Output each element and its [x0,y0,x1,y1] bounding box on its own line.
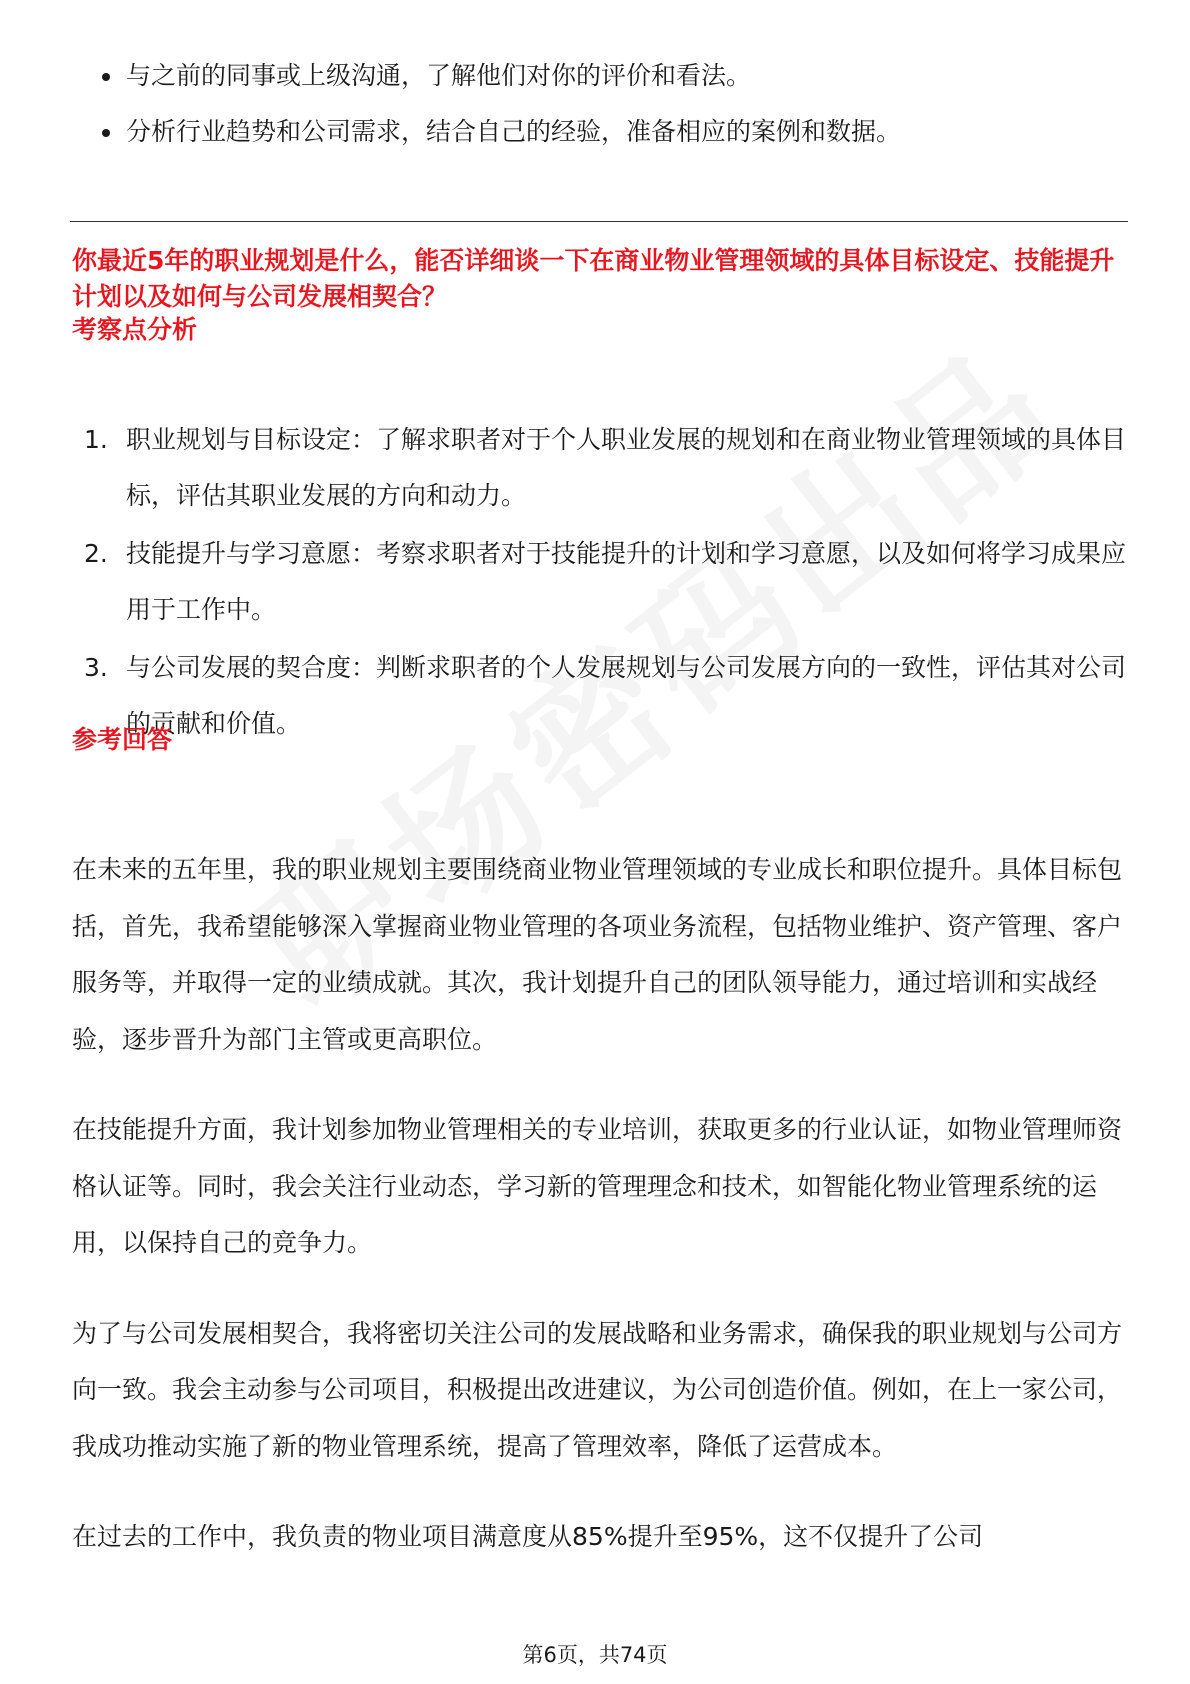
item-text: 技能提升与学习意愿：考察求职者对于技能提升的计划和学习意愿，以及如何将学习成果应用于工作中。 [126,539,1127,624]
item-text: 与公司发展的契合度：判断求职者的个人发展规划与公司发展方向的一致性，评估其对公司的贡献和价值。 [126,653,1127,738]
item-number: 3. [84,653,108,682]
answer-body [72,842,1134,1600]
item-text: 职业规划与目标设定：了解求职者对于个人职业发展的规划和在商业物业管理领域的具体目标，评估其职业发展的方向和动力。 [126,425,1127,510]
analysis-heading: 考察点分析 [72,315,198,344]
answer-paragraph: 在技能提升方面，我计划参加物业管理相关的专业培训，获取更多的行业认证，如物业管理师资格认证等。同时，我会关注行业动态，学习新的管理理念和技术，如智能化物业管理系统的运用，以保持自己的竞争力。 [72,1115,1123,1257]
answer-paragraph: 在过去的工作中，我负责的物业项目满意度从85%提升至95%，这不仅提升了公司 [72,1522,984,1551]
analysis-item [84,526,1144,638]
analysis-item [84,412,1144,524]
answer-heading: 参考回答 [72,725,173,754]
analysis-list [84,412,1144,754]
page-footer: 第6页，共74页 [522,1643,668,1667]
bullet-list [96,58,1136,170]
bullet-item: 分析行业趋势和公司需求，结合自己的经验，准备相应的案例和数据。 [96,114,1136,150]
question-heading: 你最近5年的职业规划是什么，能否详细谈一下在商业物业管理领域的具体目标设定、技能提升计划以及如何与公司发展相契合？ [72,246,1115,311]
answer-paragraph: 为了与公司发展相契合，我将密切关注公司的发展战略和业务需求，确保我的职业规划与公司方向一致。我会主动参与公司项目，积极提出改进建议，为公司创造价值。例如，在上一家公司，我成功推动实施了新的物业管理系统，提高了管理效率，降低了运营成本。 [72,1318,1123,1461]
item-number: 2. [84,539,108,568]
section-divider [70,221,1128,222]
analysis-item [84,640,1144,752]
bullet-item: 与之前的同事或上级沟通，了解他们对你的评价和看法。 [96,58,1136,94]
answer-paragraph: 在未来的五年里，我的职业规划主要围绕商业物业管理领域的专业成长和职位提升。具体目标包括，首先，我希望能够深入掌握商业物业管理的各项业务流程，包括物业维护、资产管理、客户服务等，并取得一定的业绩成就。其次，我计划提升自己的团队领导能力，通过培训和实战经验，逐步晋升为部门主管或更高职位。 [72,855,1123,1054]
item-number: 1. [84,425,108,454]
